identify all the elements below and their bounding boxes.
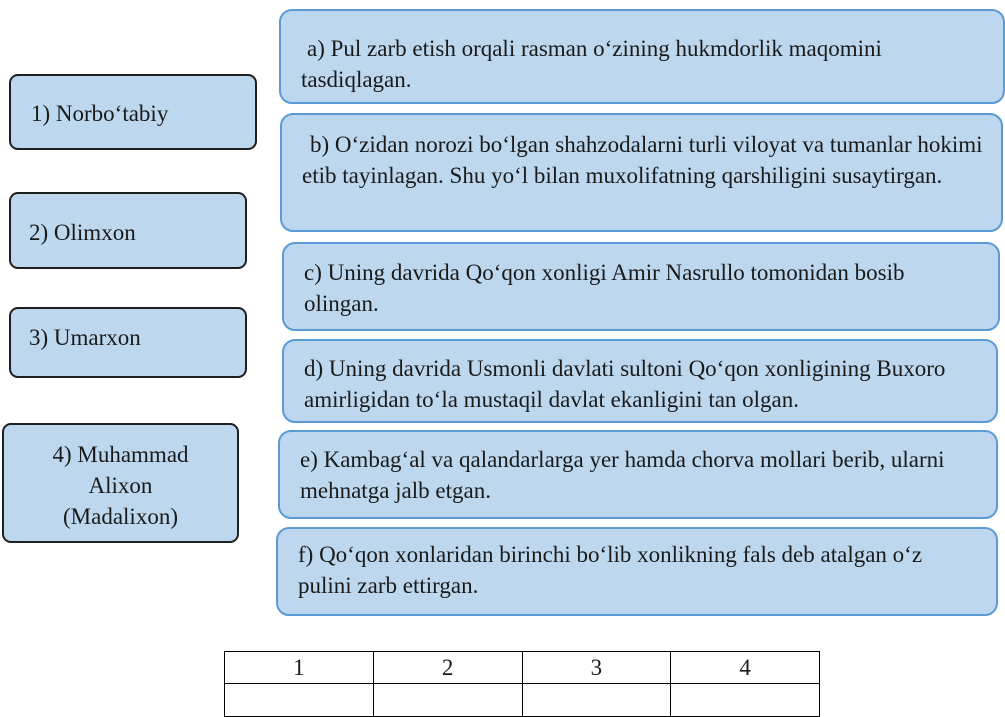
ruler-label: 3) Umarxon — [29, 325, 141, 350]
answer-header-4: 4 — [671, 652, 820, 684]
ruler-box-3 — [9, 307, 247, 378]
answer-header-3: 3 — [522, 652, 671, 684]
answer-cell-3[interactable] — [522, 684, 671, 717]
statement-c: c) Uning davrida Qo‘qon xonligi Amir Nasrullo tomonidan bosib olingan. — [282, 242, 1000, 331]
answer-cell-1[interactable] — [225, 684, 374, 717]
statement-f: f) Qo‘qon xonlaridan birinchi bo‘lib xonlikning fals deb atalgan o‘z pulini zarb ettirgan. — [276, 527, 998, 616]
statement-b: b) O‘zidan norozi bo‘lgan shahzodalarni turli viloyat va tumanlar hokimi etib tayinlagan. Shu yo‘l bilan muxolifatning qarshiligini susaytirgan. — [280, 113, 1003, 232]
ruler-box-2 — [9, 192, 247, 269]
answer-header-2: 2 — [373, 652, 522, 684]
answer-cell-4[interactable] — [671, 684, 820, 717]
answer-table — [224, 651, 820, 717]
statement-e: e) Kambag‘al va qalandarlarga yer hamda chorva mollari berib, ularni mehnatga jalb etgan. — [278, 430, 998, 519]
answer-cell-2[interactable] — [373, 684, 522, 717]
statement-d: d) Uning davrida Usmonli davlati sultoni Qo‘qon xonligining Buxoro amirligidan to‘la mustaqil davlat ekanligini tan olgan. — [282, 339, 998, 423]
ruler-box-4 — [2, 423, 239, 543]
ruler-label: 4) Muhammad Alixon (Madalixon) — [52, 442, 189, 529]
ruler-box-1 — [9, 74, 257, 150]
answer-table-header-row — [225, 652, 820, 684]
answer-header-1: 1 — [225, 652, 374, 684]
ruler-label: 2) Olimxon — [29, 220, 136, 245]
statement-a: a) Pul zarb etish orqali rasman o‘zining hukmdorlik maqomini tasdiqlagan. — [279, 9, 1005, 104]
answer-table-blank-row — [225, 684, 820, 717]
ruler-label: 1) Norbo‘tabiy — [31, 101, 169, 126]
